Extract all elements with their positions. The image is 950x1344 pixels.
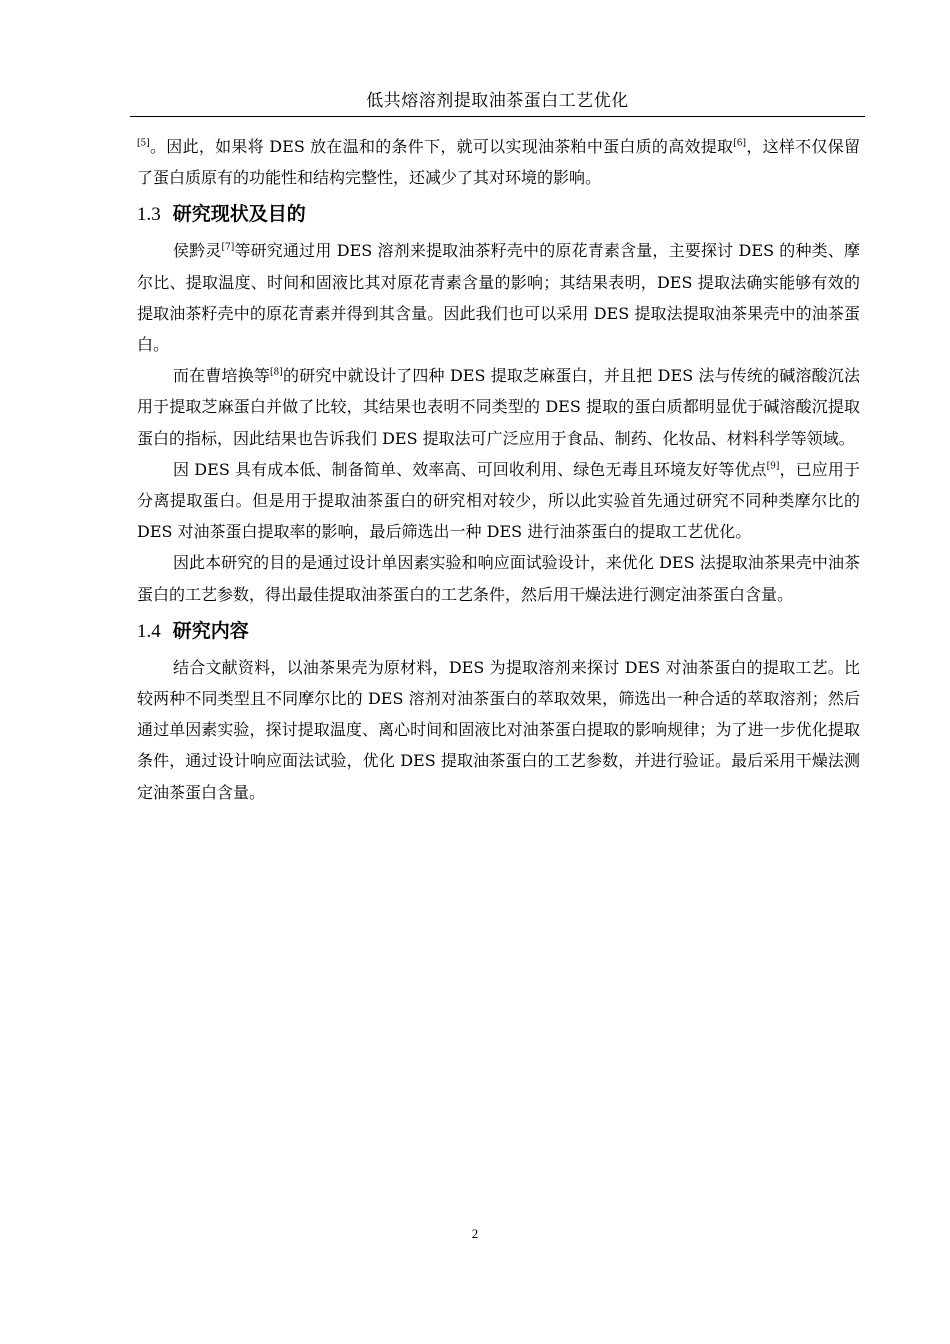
paragraph-1-3-4: 因此本研究的目的是通过设计单因素实验和响应面试验设计，来优化 DES 法提取油茶果壳中油茶蛋白的工艺参数，得出最佳提取油茶蛋白的工艺条件，然后用干燥法进行测定油茶蛋白含量。 [137,553,860,604]
paragraph-1-3-3 [137,454,860,548]
paragraph-1-3-2 [137,360,860,454]
citation-8[interactable]: [8] [270,367,283,378]
intro-text-1: 。因此，如果将 DES 放在温和的条件下，就可以实现油茶粕中蛋白质的高效提取 [149,137,734,156]
paragraph-text: 侯黔灵 [173,241,222,261]
section-number: 1.3 [137,204,161,226]
paragraph-text: 而在曹培换等 [173,366,271,386]
paragraph-1-4-1: 结合文献资料，以油茶果壳为原材料，DES 为提取溶剂来探讨 DES 对油茶蛋白的提取工艺。比较两种不同类型且不同摩尔比的 DES 溶剂对油茶蛋白的萃取效果，筛选出一种合适的萃取溶剂；然后通过单因素实验，探讨提取温度、离心时间和固液比对油茶蛋白提取的影响规律；为了进一步优化提取条件，通过设计响应面法试验，优化 DES 提取油茶蛋白的工艺参数，并进行验证。最后采用干燥法测定油茶蛋白含量。 [137,657,860,802]
paragraph-text: 因 DES 具有成本低、制备简单、效率高、可回收利用、绿色无毒且环境友好等优点 [173,459,767,479]
section-number: 1.4 [137,620,161,642]
running-header [130,86,865,117]
section-title: 研究现状及目的 [172,203,306,226]
section-heading-1-4 [137,610,860,652]
citation-6[interactable]: [6] [733,138,747,149]
paragraph-1-3-1 [137,235,860,360]
paragraph-text: 等研究通过用 DES 溶剂来提取油茶籽壳中的原花青素含量，主要探讨 DES 的种类、摩尔比、提取温度、时间和固液比其对原花青素含量的影响；其结果表明，DES 提取法确实能够有效的提取油茶籽壳中的原花青素并得到其含量。因此我们也可以采用 DES 提取法提取油茶果壳中的油茶蛋白。 [137,241,860,355]
citation-5[interactable]: [5] [137,138,150,149]
paragraph-text: 的研究中就设计了四种 DES 提取芝麻蛋白，并且把 DES 法与传统的碱溶酸沉法用于提取芝麻蛋白并做了比较，其结果也表明不同类型的 DES 提取的蛋白质都明显优于碱溶酸沉提取蛋白的指标，因此结果也告诉我们 DES 提取法可广泛应用于食品、制药、化妆品、材料科学等领域。 [137,366,860,448]
section-title: 研究内容 [172,619,249,642]
intro-paragraph [137,131,860,193]
citation-7[interactable]: [7] [221,243,235,254]
page-number: 2 [471,1226,479,1241]
header-title: 低共熔溶剂提取油茶蛋白工艺优化 [366,91,629,111]
body-content [137,131,860,808]
citation-9[interactable]: [9] [766,461,780,472]
section-heading-1-3 [137,193,860,235]
paragraph-text: ，已应用于分离提取蛋白。但是用于提取油茶蛋白的研究相对较少，所以此实验首先通过研究不同种类摩尔比的 DES 对油茶蛋白提取率的影响，最后筛选出一种 DES 进行油茶蛋白的提取工艺优化。 [137,459,860,542]
intro-text-2: ，这样不仅保留了蛋白质原有的功能性和结构完整性，还减少了其对环境的影响。 [137,137,860,188]
